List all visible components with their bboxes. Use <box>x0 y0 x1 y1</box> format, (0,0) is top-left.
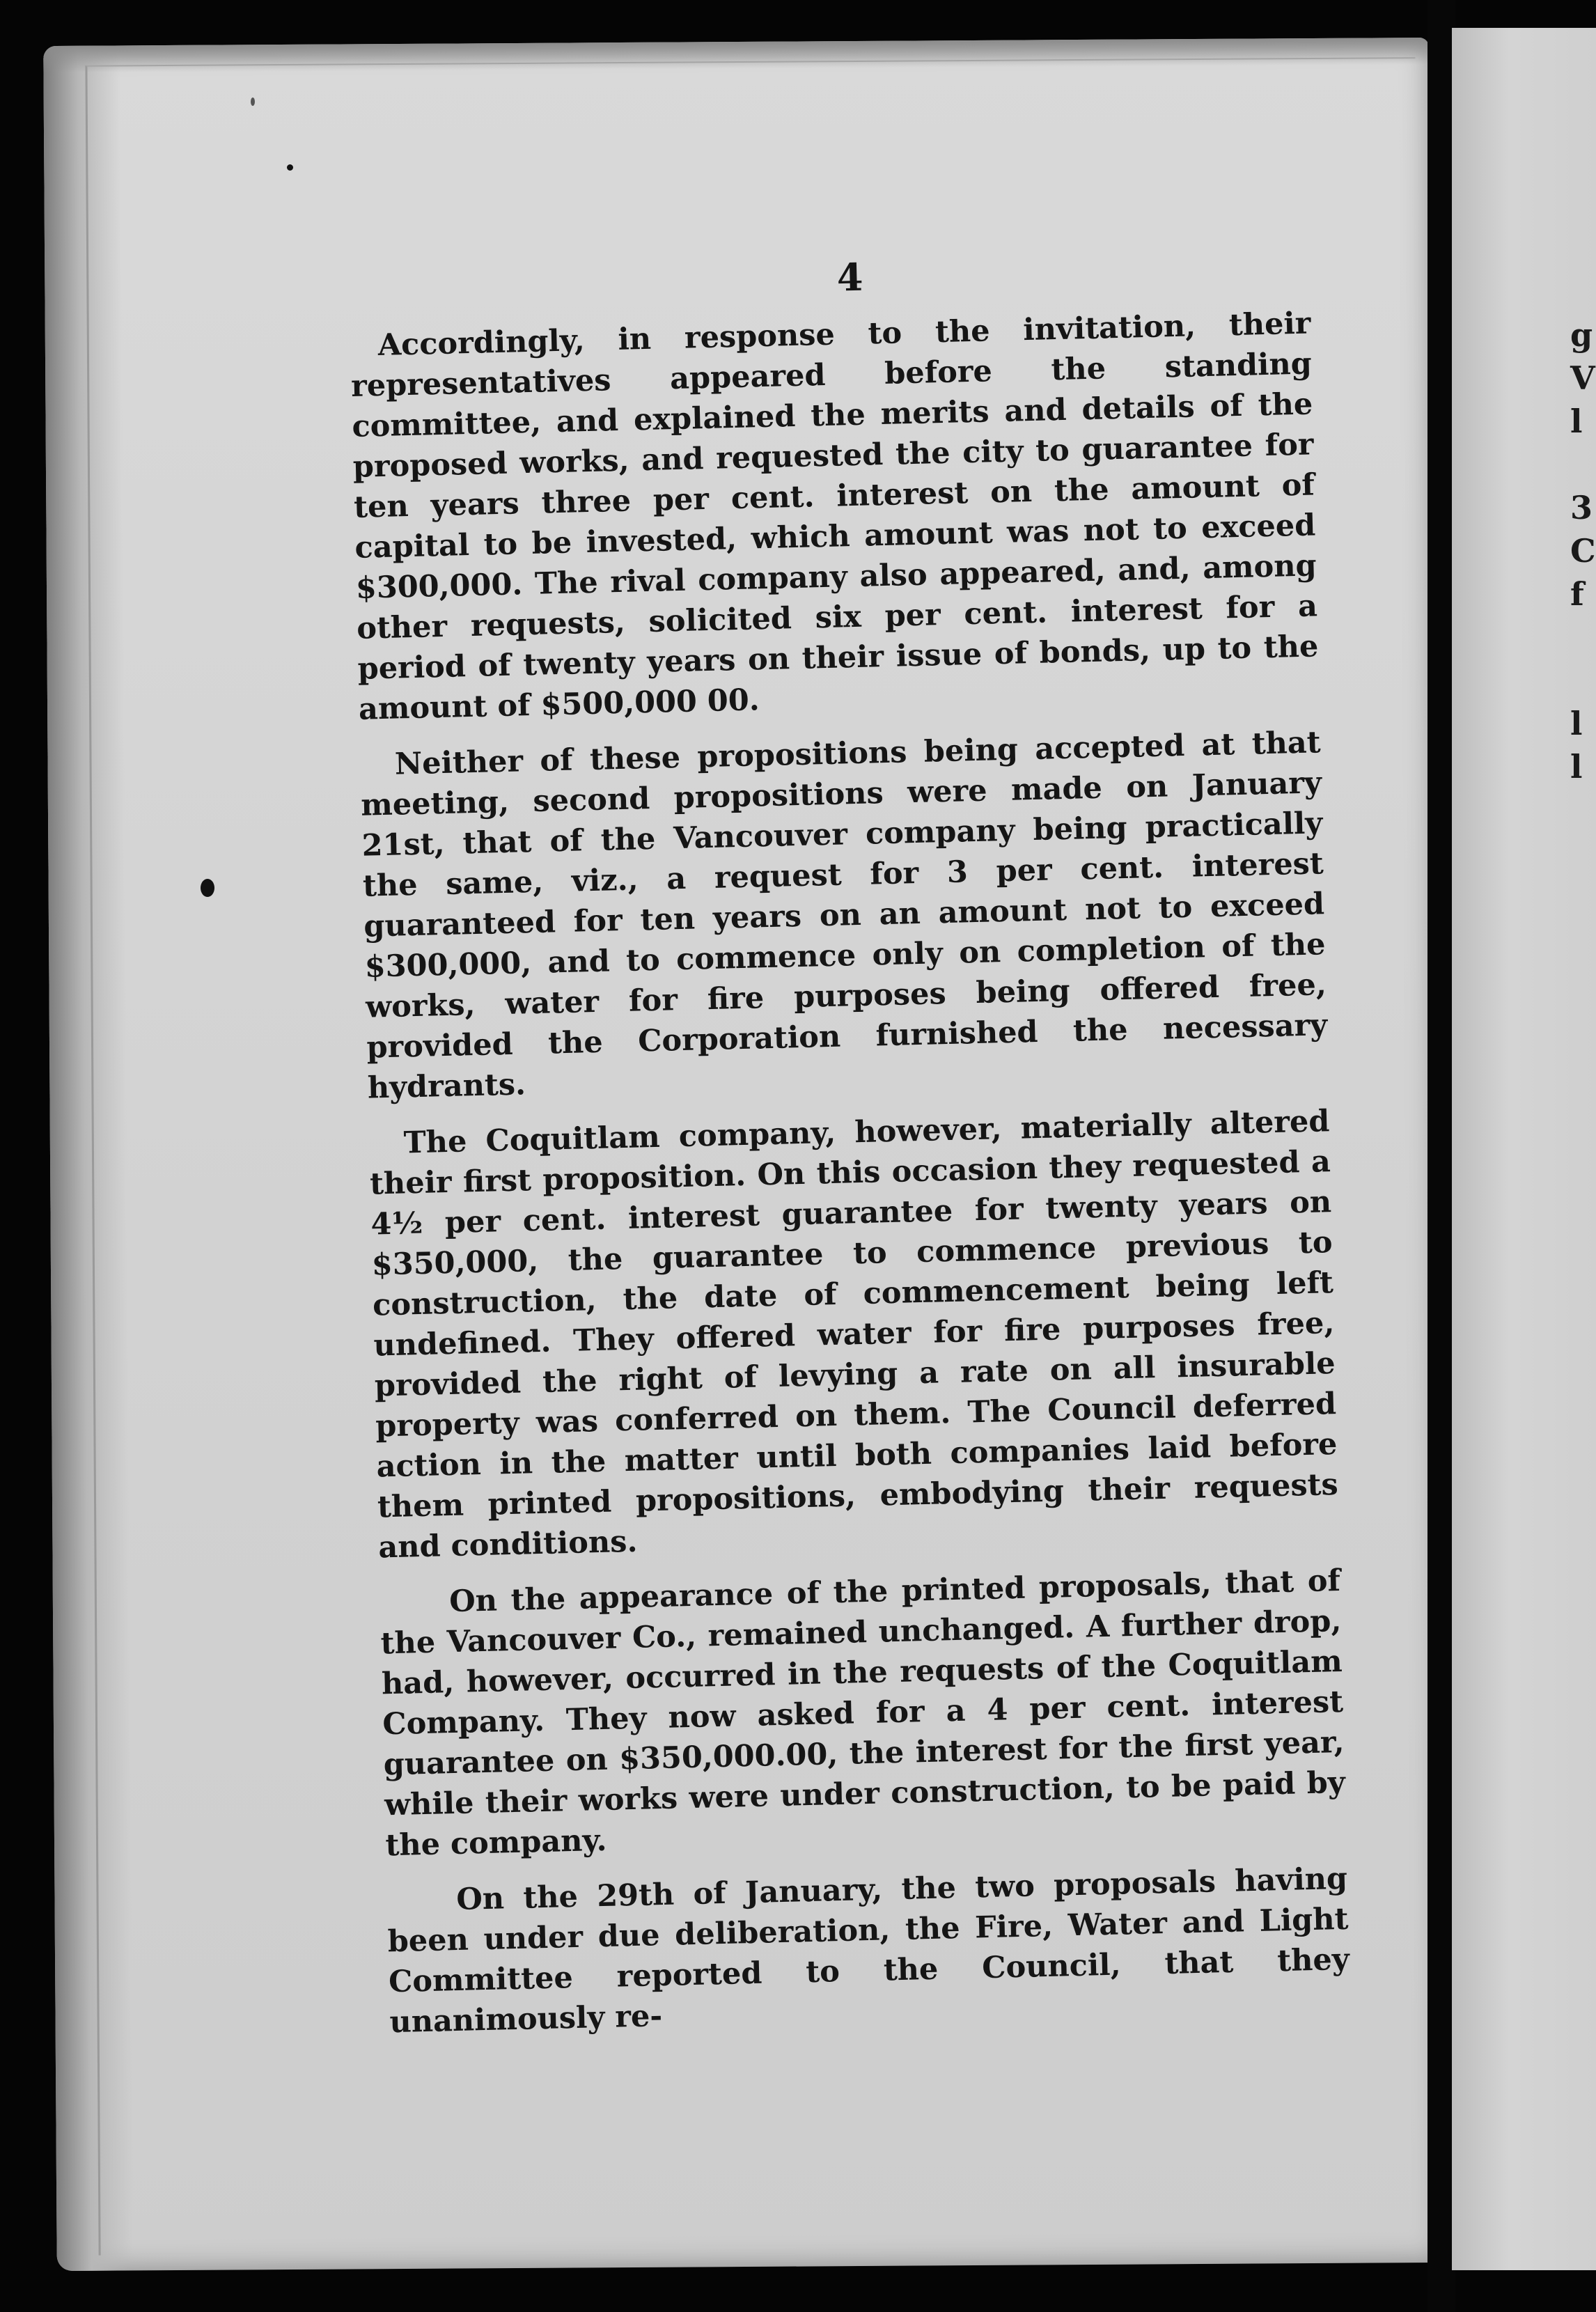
ink-speck <box>287 164 293 171</box>
page-number: 4 <box>836 254 864 300</box>
body-text <box>348 242 1351 2058</box>
paragraph-4: On the appearance of the printed proposals, that of the Vancouver Co., remained unchanged. A further drop, had, however, occurred in the requests of the Coquitlam Company. They now asked for a 4 per cent. interest guarantee on $350,000.00, the interest for the first year, while their works were under construction, to be paid by the company. <box>380 1563 1346 1864</box>
paragraph-5: On the 29th of January, the two proposals having been under due deliberation, the Fire, Water and Light Committee reported to the Council, that they unanimously re- <box>387 1861 1350 2040</box>
next-page-edge <box>1452 28 1596 2270</box>
ink-spot <box>201 879 214 897</box>
next-page-text-fragment: g V l 3 C f l l <box>1570 316 1596 786</box>
ink-speck <box>251 97 255 106</box>
binding-gutter <box>1427 0 1455 2312</box>
paragraph-2: Neither of these propositions being accepted at that meeting, second propositions were made on January 21st, that of the Vancouver company being practically the same, viz., a request for 3 per cent. interest guaranteed for ten years on an amount not to exceed $300,000, and to commence only on completion of the works, water for fire purposes being offered free, provided the Corporation furnished the necessary hydrants. <box>360 725 1328 1106</box>
paragraph-1: Accordingly, in response to the invitation, their representatives appeared before the standing committee, and explained the merits and details of the proposed works, and requested the city to guarantee for ten years three per cent. interest on the amount of capital to be invested, which amount was not to exceed $300,000. The rival company also appeared, and, among other requests, solicited six per cent. interest for a period of twenty years on their issue of bonds, up to the amount of $500,000 00. <box>350 306 1319 727</box>
paragraph-3: The Coquitlam company, however, materially altered their first proposition. On this occasion they requested a 4½ per cent. interest guarantee for twenty years on $350,000, the guarantee to commence previous to construction, the date of commencement being left undefined. They offered water for fire purposes free, provided the right of levying a rate on all insurable property was conferred on them. The Council deferred action in the matter until both companies laid before them printed propositions, embodying their requests and conditions. <box>369 1104 1339 1565</box>
